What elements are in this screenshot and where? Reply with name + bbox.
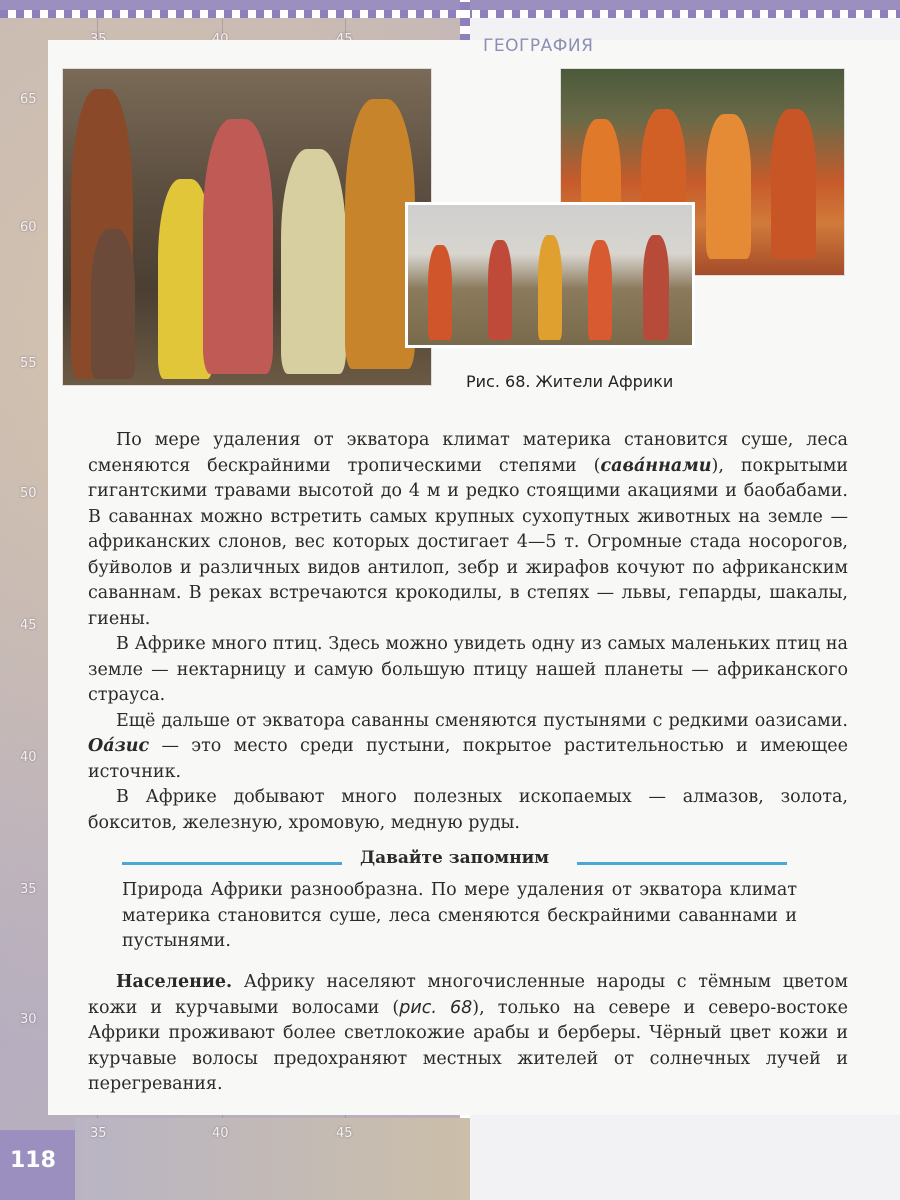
population-text bbox=[88, 970, 848, 1098]
map-degree-label: 60 bbox=[20, 220, 37, 235]
map-degree-label: 40 bbox=[20, 750, 37, 765]
paragraph: В Африке добывают много полезных ископаемых — алмазов, золота, бокситов, железную, хромовую, медную руды. bbox=[88, 787, 848, 833]
text-span: ), покрытыми гигантскими травами высотой до 4 м и редко стоящими акациями и баобабами. В саваннах можно встретить самых крупных сухопутных животных на земле — африканских слонов, вес которых достигает 4—5 т. Огромные стада носорогов, буйволов и различных видов антилоп, зебр и жирафов кочуют по африканским саваннам. В реках встречаются крокодилы, в степях — львы, гепарды, шакалы, гиены. bbox=[88, 455, 849, 629]
person-figure bbox=[203, 119, 273, 374]
paragraph: В Африке много птиц. Здесь можно увидеть одну из самых маленьких птиц на земле — нектарницу и самую большую птицу нашей планеты — африканского страуса. bbox=[88, 634, 848, 705]
term-oasis: Оа́зис bbox=[88, 736, 150, 756]
photo-african-family bbox=[62, 68, 432, 386]
main-text bbox=[88, 428, 848, 836]
person-figure bbox=[771, 109, 816, 259]
map-degree-label: 45 bbox=[336, 1126, 353, 1141]
map-degree-label: 30 bbox=[20, 1012, 37, 1027]
person-figure bbox=[588, 240, 612, 340]
paragraph bbox=[88, 709, 848, 786]
text-span: Африку населяют многочисленные народы с тёмным цветом кожи и курчавыми волосами ( bbox=[88, 972, 848, 1018]
text-span: ), только на севере и северо-востоке Африки проживают более светлокожие арабы и берберы. Чёрный цвет кожи и курчавые волосы предохраняют местных жителей от солнечных лучей и перегревания. bbox=[88, 997, 848, 1094]
map-degree-label: 55 bbox=[20, 356, 37, 371]
population-heading: Население. bbox=[116, 972, 233, 992]
person-figure bbox=[538, 235, 562, 340]
text-span: Ещё дальше от экватора саванны сменяются пустынями с редкими оазисами. bbox=[116, 710, 848, 731]
paragraph bbox=[88, 428, 848, 632]
memo-header bbox=[122, 848, 787, 874]
map-degree-label: 50 bbox=[20, 486, 37, 501]
text-span: По мере удаления от экватора климат материка становится суше, леса сменяются бескрайними тропическими степями ( bbox=[88, 430, 848, 476]
figure-caption: Рис. 68. Жители Африки bbox=[466, 372, 674, 391]
person-figure bbox=[91, 229, 135, 379]
checker-border-top bbox=[0, 10, 900, 18]
memo-title: Давайте запомним bbox=[359, 848, 550, 868]
map-degree-label: 40 bbox=[212, 1126, 229, 1141]
section-title: ГЕОГРАФИЯ bbox=[483, 36, 594, 56]
text-span: — это место среди пустыни, покрытое растительностью и имеющее источник. bbox=[88, 736, 848, 782]
term-savanna: сава́ннами bbox=[600, 455, 712, 476]
map-degree-label: 35 bbox=[90, 1126, 107, 1141]
person-figure bbox=[281, 149, 346, 374]
map-degree-label: 35 bbox=[20, 882, 37, 897]
bottom-map-strip bbox=[75, 1118, 470, 1200]
memo-text: Природа Африки разнообразна. По мере удаления от экватора климат материка становится суше, леса сменяются бескрайними саваннами и пустынями. bbox=[122, 880, 797, 951]
map-degree-label: 65 bbox=[20, 92, 37, 107]
person-figure bbox=[706, 114, 751, 259]
paragraph bbox=[88, 970, 848, 1098]
person-figure bbox=[643, 235, 669, 340]
page-number: 118 bbox=[10, 1148, 56, 1173]
photo-village-people bbox=[405, 202, 695, 348]
map-degree-label: 45 bbox=[20, 618, 37, 633]
figure-reference: рис. 68 bbox=[399, 997, 473, 1018]
person-figure bbox=[428, 245, 452, 340]
person-figure bbox=[488, 240, 512, 340]
